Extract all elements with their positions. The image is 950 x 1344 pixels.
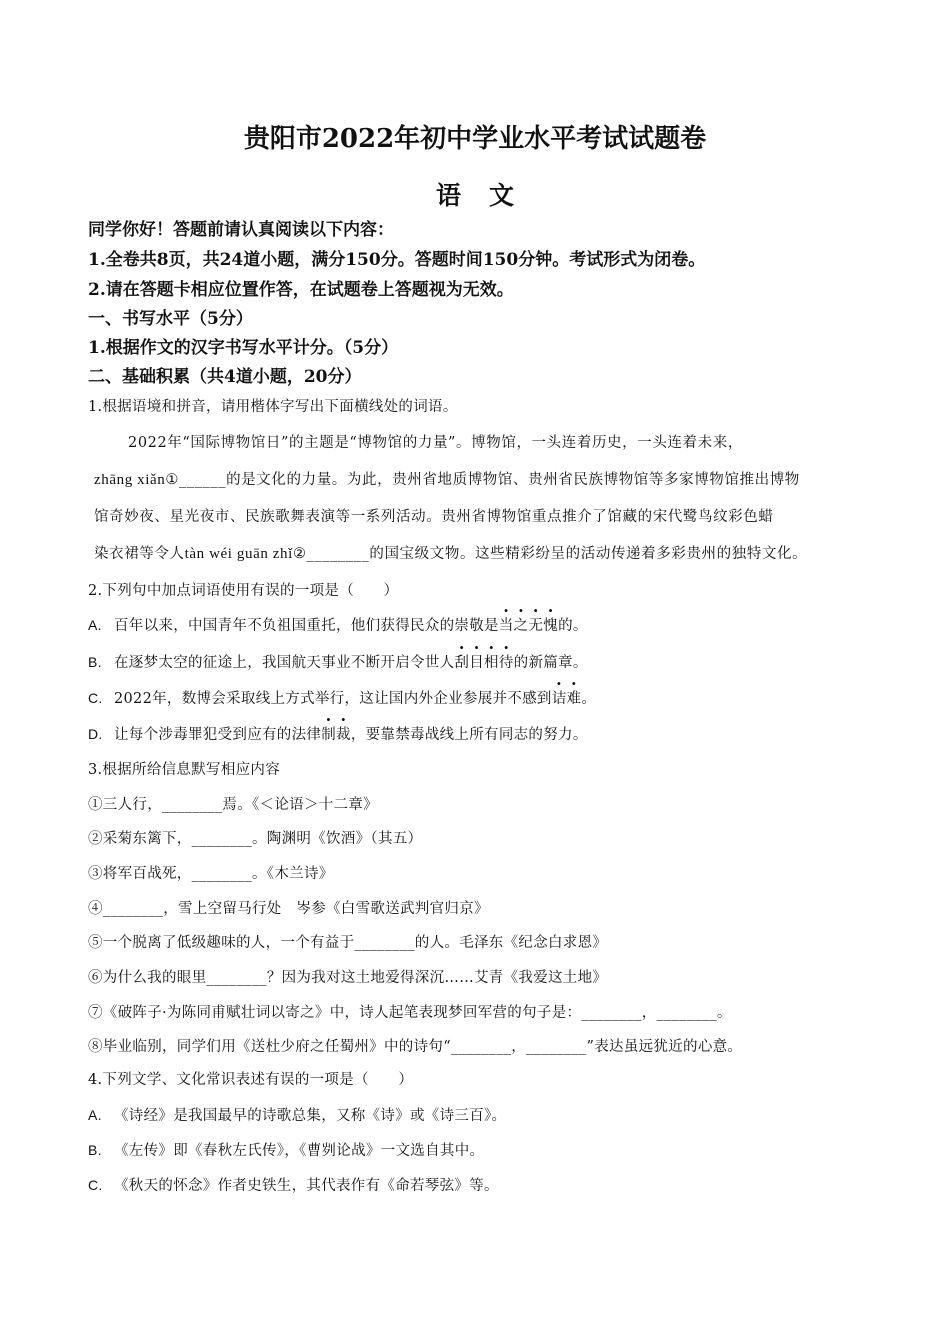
question-1-paragraph-line-4 — [94, 543, 807, 565]
dotted-word — [321, 727, 351, 743]
option-label: A. — [88, 1107, 102, 1123]
emphasis-char: 诘 — [551, 691, 567, 707]
paragraph-text: 的国宝级文物。这些精彩纷呈的活动传递着多彩贵州的独特文化。 — [369, 546, 808, 562]
option-text: 百年以来，中国青年不负祖国重托，他们获得民众的崇敬是 — [114, 618, 499, 634]
pinyin-tan-wei-guan-zhi: tàn wéi guān zhǐ — [184, 546, 293, 562]
question-3-stem: 3.根据所给信息默写相应内容 — [88, 762, 281, 778]
option-text: 让每个涉毒罪犯受到应有的法律 — [114, 727, 322, 743]
exam-title: 贵阳市2022年初中学业水平考试试题卷 — [243, 124, 707, 154]
question-3-item-3: ③将军百战死，________。《木兰诗》 — [88, 866, 334, 882]
question-4-option-c — [88, 1174, 499, 1197]
option-label: C. — [88, 1177, 103, 1193]
section1-question: 1.根据作文的汉字书写水平计分。（5分） — [88, 338, 399, 358]
question-3-item-2: ②采菊东篱下，________。陶渊明《饮酒》（其五） — [88, 831, 423, 847]
notice-greeting: 同学你好！答题前请认真阅读以下内容： — [88, 220, 394, 240]
question-3-item-4: ④________，雪上空留马行处 岑参《白雪歌送武判官归京》 — [88, 901, 489, 917]
question-2-option-c — [88, 687, 596, 710]
option-text: 《诗经》是我国最早的诗歌总集，又称《诗》或《诗三百》。 — [114, 1108, 507, 1124]
emphasis-char: 待 — [498, 655, 514, 671]
subject-title: 语文 — [435, 181, 542, 210]
question-3-item-6: ⑥为什么我的眼里________？因为我对这土地爱得深沉……艾青《我爱这土地》 — [88, 970, 608, 986]
dotted-word — [454, 655, 513, 671]
question-2-option-d — [88, 723, 588, 746]
pinyin-zhang-xian: zhāng xiǎn — [94, 472, 166, 488]
question-2-option-a — [88, 614, 588, 637]
emphasis-char: 当 — [498, 618, 514, 634]
emphasis-char: 制 — [321, 727, 337, 743]
question-1-paragraph-line-1: 2022年“国际博物馆日”的主题是“博物馆的力量”。博物馆，一头连着历史，一头连着未来， — [128, 435, 743, 451]
option-text: 的。 — [558, 618, 588, 634]
question-4-stem: 4.下列文学、文化常识表述有误的一项是（ ） — [88, 1072, 414, 1088]
emphasis-char: 目 — [469, 655, 485, 671]
question-4-option-b — [88, 1139, 484, 1162]
question-1-paragraph-line-2 — [94, 469, 800, 491]
option-text: 的新篇章。 — [513, 655, 588, 671]
option-label: B. — [88, 1142, 102, 1158]
option-label: A. — [88, 617, 102, 633]
emphasis-char: 难 — [566, 691, 582, 707]
emphasis-char: 无 — [528, 618, 544, 634]
option-text: 在逐梦太空的征途上，我国航天事业不断开启令世人 — [114, 655, 455, 671]
question-1-stem: 1.根据语境和拼音，请用楷体字写出下面横线处的词语。 — [88, 399, 458, 415]
option-text: 《秋天的怀念》作者史铁生，其代表作有《命若琴弦》等。 — [114, 1178, 499, 1194]
emphasis-char: 之 — [513, 618, 529, 634]
option-label: C. — [88, 690, 103, 706]
option-text: ，要靠禁毒战线上所有同志的努力。 — [350, 727, 588, 743]
dotted-word — [499, 618, 558, 634]
section2-heading: 二、基础积累（共4道小题，20分） — [88, 367, 362, 387]
notice-item-2: 2.请在答题卡相应位置作答，在试题卷上答题视为无效。 — [88, 280, 514, 300]
question-4-option-a — [88, 1104, 506, 1127]
option-label: B. — [88, 654, 102, 670]
dotted-word — [552, 691, 582, 707]
question-3-item-7: ⑦《破阵子·为陈同甫赋壮词以寄之》中，诗人起笔表现梦回军营的句子是：________，________。 — [88, 1005, 732, 1021]
paragraph-text: 的是文化的力量。为此，贵州省地质博物馆、贵州省民族博物馆等多家博物馆推出博物 — [226, 472, 800, 488]
question-2-stem: 2.下列句中加点词语使用有误的一项是（ ） — [88, 583, 399, 599]
option-text: 。 — [581, 691, 597, 707]
question-1-paragraph-line-3: 馆奇妙夜、星光夜市、民族歌舞表演等一系列活动。贵州省博物馆重点推介了馆藏的宋代鹭鸟纹彩色蜡 — [94, 509, 774, 525]
question-3-item-1: ①三人行，________焉。《＜论语＞十二章》 — [88, 797, 378, 813]
emphasis-char: 相 — [484, 655, 499, 671]
section1-heading: 一、书写水平（5分） — [88, 309, 253, 329]
emphasis-char: 刮 — [454, 655, 470, 671]
emphasis-char: 裁 — [336, 727, 351, 743]
question-2-option-b — [88, 651, 588, 674]
option-text: 2022年，数博会采取线上方式举行，这让国内外企业参展并不感到 — [114, 691, 552, 707]
question-3-item-8: ⑧毕业临别，同学们用《送杜少府之任蜀州》中的诗句“________，________”表达虽远犹近的心意。 — [88, 1039, 743, 1055]
emphasis-char: 愧 — [543, 618, 559, 634]
question-3-item-5: ⑤一个脱离了低级趣味的人，一个有益于________的人。毛泽东《纪念白求恩》 — [88, 935, 608, 951]
option-text: 《左传》即《春秋左氏传》，《曹刿论战》一文选自其中。 — [114, 1143, 485, 1159]
paragraph-text: 染衣裙等令人 — [94, 546, 185, 562]
notice-item-1: 1.全卷共8页，共24道小题，满分150分。答题时间150分钟。考试形式为闭卷。 — [88, 250, 706, 270]
answer-blank-2: ②________ — [292, 546, 370, 562]
option-label: D. — [88, 726, 103, 742]
answer-blank-1: ①______ — [165, 472, 227, 488]
